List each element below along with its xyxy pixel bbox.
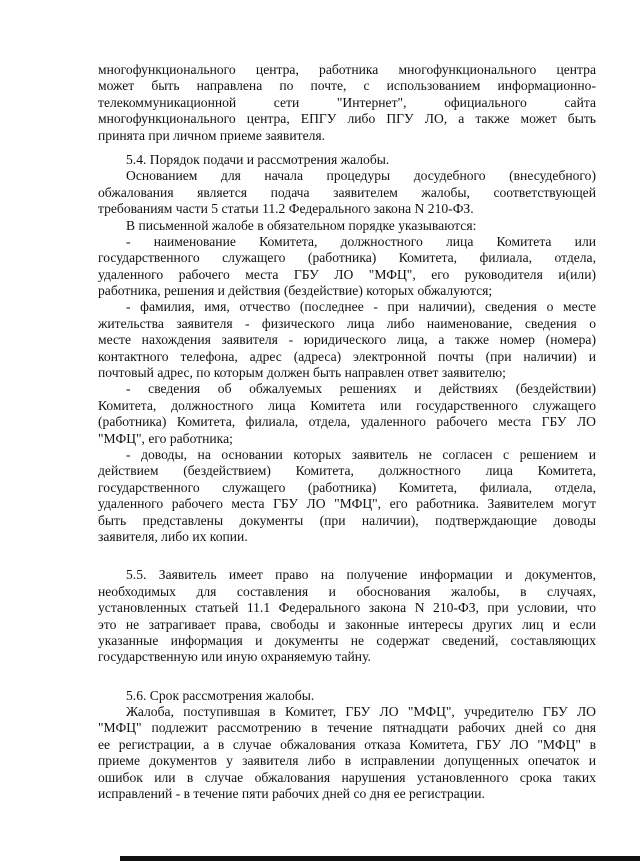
text-line: телекоммуникационной сети "Интернет", официального сайта — [98, 94, 596, 110]
text-line: указанные информация и документы не содержат сведений, составляющих — [98, 632, 596, 648]
spacer — [98, 545, 596, 567]
text-line: может быть направлена по почте, с использованием информационно- — [98, 78, 596, 94]
section-5-5 — [98, 567, 596, 665]
text-line: "МФЦ", его работника; — [98, 430, 233, 446]
text-line: исправлений - в течение пяти рабочих дней со дня ее регистрации. — [98, 786, 485, 802]
text-line: В письменной жалобе в обязательном порядке указываются: — [126, 217, 477, 233]
intro-paragraph — [98, 62, 596, 144]
document-page — [98, 62, 596, 802]
text-line: государственного служащего (работника) Комитета, филиала, отдела, — [98, 479, 596, 495]
text-line: требованиям части 5 статьи 11.2 Федерального закона N 210-ФЗ. — [98, 201, 474, 217]
text-line: (работника) Комитета, филиала, отдела, удаленного рабочего места ГБУ ЛО — [98, 414, 596, 430]
text-line: жительства заявителя - физического лица либо наименование, сведения о — [98, 315, 596, 331]
text-line: государственную или иную охраняемую тайну. — [98, 649, 371, 665]
text-line: быть представлены документы (при наличии), подтверждающие доводы — [98, 512, 596, 528]
text-line: установленных статьей 11.1 Федерального закона N 210-ФЗ, при условии, что — [98, 600, 596, 616]
section-5-4 — [98, 152, 596, 545]
text-line: многофункционального центра, ЕПГУ либо ПГУ ЛО, а также может быть — [98, 111, 596, 127]
text-line: работника, решения и действия (бездействие) которых обжалуются; — [98, 283, 493, 299]
text-line: принята при личном приеме заявителя. — [98, 127, 326, 143]
scan-bottom-edge — [120, 856, 640, 861]
text-line: месте нахождения заявителя - юридического лица, а также номер (номера) — [98, 332, 596, 348]
section-5-6 — [98, 688, 596, 803]
text-line: это не затрагивает права, свободы и законные интересы других лиц и если — [98, 616, 596, 632]
text-line: ошибок или в случае обжалования нарушения установленного срока таких — [98, 769, 596, 785]
section-5-4-body — [98, 168, 596, 545]
text-line: - наименование Комитета, должностного лица Комитета или — [126, 233, 596, 249]
text-line: Основанием для начала процедуры досудебного (внесудебного) — [126, 168, 596, 184]
text-line: 5.5. Заявитель имеет право на получение информации и документов, — [126, 567, 596, 583]
text-line: удаленного рабочего места ГБУ ЛО "МФЦ", его работника. Заявителем могут — [98, 496, 596, 512]
text-line: государственного служащего (работника) Комитета, филиала, отдела, — [98, 250, 596, 266]
text-line: действием (бездействием) Комитета, должностного лица Комитета, — [98, 463, 596, 479]
section-5-6-heading: 5.6. Срок рассмотрения жалобы. — [126, 687, 315, 703]
text-line: удаленного рабочего места ГБУ ЛО "МФЦ", его руководителя и(или) — [98, 266, 596, 282]
text-line: - доводы, на основании которых заявитель не согласен с решением и — [126, 446, 596, 462]
text-line: Комитета, должностного лица Комитета или государственного служащего — [98, 397, 596, 413]
text-line: - фамилия, имя, отчество (последнее - при наличии), сведения о месте — [126, 299, 596, 315]
text-line: - сведения об обжалуемых решениях и действиях (бездействии) — [126, 381, 596, 397]
spacer — [98, 666, 596, 688]
text-line: необходимых для составления и обоснования жалобы, в случаях, — [98, 583, 596, 599]
text-line: почтовый адрес, по которым должен быть направлен ответ заявителю; — [98, 365, 506, 381]
spacer — [98, 144, 596, 152]
text-line: "МФЦ" подлежит рассмотрению в течение пятнадцати рабочих дней со дня — [98, 720, 596, 736]
text-line: приеме документов у заявителя либо в исправлении допущенных опечаток и — [98, 753, 596, 769]
section-5-4-heading: 5.4. Порядок подачи и рассмотрения жалобы. — [126, 151, 390, 167]
text-line: заявителя, либо их копии. — [98, 528, 248, 544]
text-line: многофункционального центра, работника многофункционального центра — [98, 62, 596, 77]
section-5-5-body — [98, 567, 596, 665]
text-line: ее регистрации, а в случае обжалования отказа Комитета, ГБУ ЛО "МФЦ" в — [98, 736, 596, 752]
text-line: контактного телефона, адрес (адреса) электронной почты (при наличии) и — [98, 348, 596, 364]
text-line: Жалоба, поступившая в Комитет, ГБУ ЛО "МФЦ", учредителю ГБУ ЛО — [126, 704, 596, 720]
text-line: обжалования является подача заявителем жалобы, соответствующей — [98, 184, 596, 200]
section-5-6-body — [98, 704, 596, 802]
